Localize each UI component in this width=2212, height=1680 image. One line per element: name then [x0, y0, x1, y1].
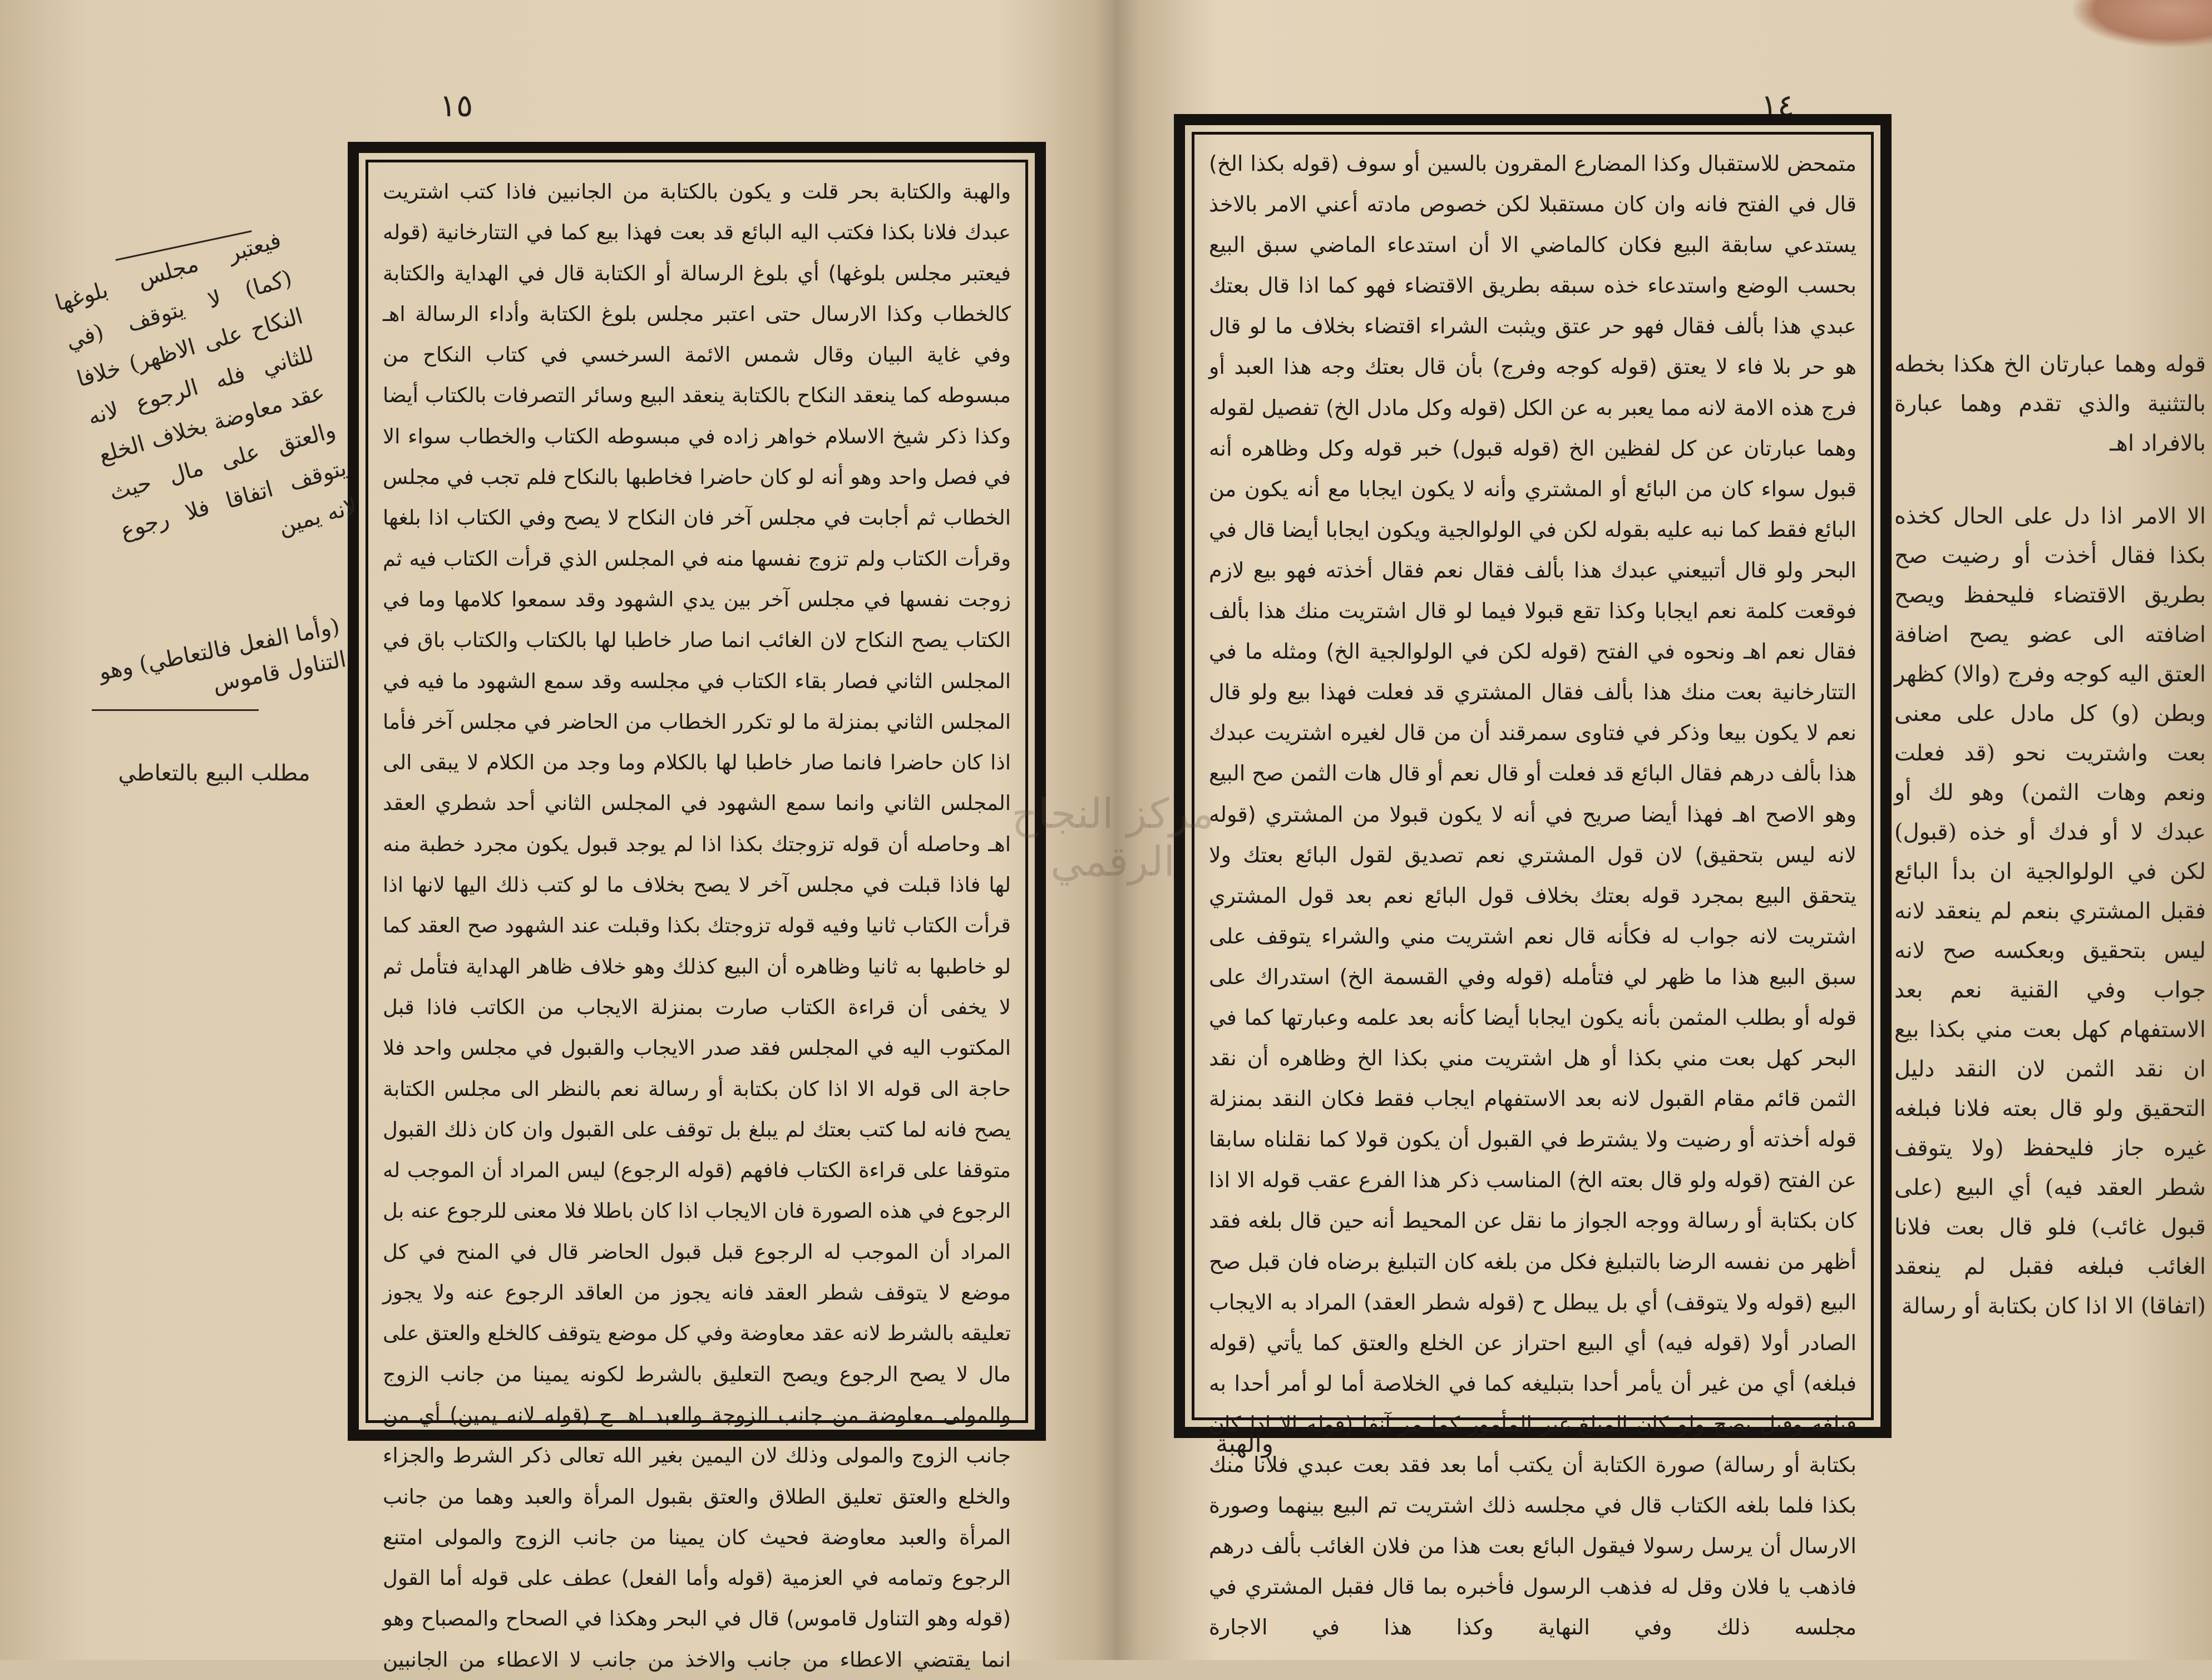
page-number-left: ١٥: [440, 88, 473, 124]
page-text-left: والهبة والكتابة بحر قلت و يكون بالكتابة من الجانبين فاذا كتب اشتريت عبدك فلانا بكذا فكتب اليه البائع قد بعت فهذا بيع كما في التتارخانية (قوله فيعتبر مجلس بلوغها) أي بلوغ الرسالة أو الكتابة قال في الهداية والكتابة كالخطاب وكذا الارسال حتى اعتبر مجلس بلوغ الكتابة وأداء الرسالة اهـ وفي غاية البيان وقال شمس الائمة السرخسي في كتاب النكاح من مبسوطه كما ينعقد النكاح بالكتابة ينعقد البيع وسائر التصرفات بالكتاب أيضا وكذا ذكر شيخ الاسلام خواهر زاده في مبسوطه الكتاب والخطاب سواء الا في فصل واحد وهو أنه لو كان حاضرا فخاطبها بالنكاح فلم تجب في مجلس الخطاب ثم أجابت في مجلس آخر فان النكاح لا يصح وفي الكتاب اذا بلغها وقرأت الكتاب ولم تزوج نفسها منه في المجلس الذي قرأت الكتاب فيه ثم زوجت نفسها في مجلس آخر بين يدي الشهود وقد سمعوا كلامها وما في الكتاب يصح النكاح لان الغائب انما صار خاطبا لها بالكتاب والكتاب باق في المجلس الثاني فصار بقاء الكتاب في مجلسه وقد سمع الشهود ما فيه في المجلس الثاني بمنزلة ما لو تكرر الخطاب من الحاضر في مجلس آخر فأما اذا كان حاضرا فانما صار خاطبا لها بالكلام وما وجد من الكلام لا يبقى الى المجلس الثاني وانما سمع الشهود في المجلس الثاني أحد شطري العقد اهـ وحاصله أن قوله تزوجتك بكذا اذا لم يوجد قبول يكون مجرد خطبة منه لها فاذا قبلت في مجلس آخر لا يصح بخلاف ما لو كتب ذلك اليها لانها اذا قرأت الكتاب ثانيا وفيه قوله تزوجتك بكذا وقبلت عند الشهود صح العقد كما لو خاطبها به ثانيا وظاهره أن البيع كذلك وهو خلاف ظاهر الهداية فتأمل ثم لا يخفى أن قراءة الكتاب صارت بمنزلة الايجاب من الكاتب فاذا قبل المكتوب اليه في المجلس فقد صدر الايجاب والقبول في مجلس واحد فلا حاجة الى قوله الا اذا كان بكتابة أو رسالة نعم بالنظر الى مجلس الكتابة يصح فانه لما كتب بعتك لم يبلغ بل توقف على القبول وان كان ذلك القبول متوقفا على قراءة الكتاب فافهم (قوله الرجوع) ليس المراد أن الموجب له الرجوع في هذه الصورة فان الايجاب اذا كان باطلا فلا معنى للرجوع عنه بل المراد أن الموجب له الرجوع قبل قبول الحاضر قال في المنح في كل موضع لا يتوقف شطر العقد فانه يجوز من العاقد الرجوع عنه ولا يجوز تعليقه بالشرط لانه عقد معاوضة وفي كل موضع يتوقف كالخلع والعتق على مال لا يصح الرجوع ويصح التعليق بالشرط لكونه يمينا من جانب الزوج والمولى معاوضة من جانب الزوجة والعبد اهـ ح (قوله لانه يمين) أي من جانب الزوج والمولى وذلك لان اليمين بغير الله تعالى ذكر الشرط والجزاء والخلع والعتق تعليق الطلاق والعتق بقبول المرأة والعبد وهما من جانب المرأة والعبد معاوضة فحيث كان يمينا من جانب الزوج والمولى امتنع الرجوع وتمامه في العزمية (قوله وأما الفعل) عطف على قوله أما القول (قوله وهو التناول قاموس) قال في البحر وهكذا في الصحاح والمصباح وهو انما يقتضي الاعطاء من جانب والاخذ من جانب لا الاعطاء من الجانبين: [383, 180, 1011, 1672]
margin-note-right-top: قوله وهما عبارتان الخ هكذا بخطه بالتثنية والذي تقدم وهما عبارة بالافراد اهـ: [1894, 352, 2206, 456]
text-frame-left: [348, 142, 1046, 1672]
page-number-right: ١٤: [1761, 88, 1795, 124]
library-watermark: مركز النجاح الرقمي: [1011, 790, 1214, 886]
margin-note-right-body: الا الامر اذا دل على الحال كخذه بكذا فقال أخذت أو رضيت صح بطريق الاقتضاء فليحفظ ويصح اضافته الى عضو يصح اضافة العتق اليه كوجه وفرج (والا) كظهر وبطن (و) كل مادل على معنى بعت واشتريت نحو (قد فعلت ونعم وهات الثمن) وهو لك أو عبدك لا أو فدك أو خذه (قبول) لكن في الولوالجية ان بدأ البائع فقبل المشتري بنعم لم ينعقد لانه ليس بتحقيق وبعكسه صح لانه جواب وفي القنية نعم بعد الاستفهام كهل بعت مني بكذا بيع ان نقد الثمن لان النقد دليل التحقيق ولو قال بعته فلانا فبلغه غيره جاز فليحفظ (ولا يتوقف شطر العقد فيه) أي البيع (على قبول غائب) فلو قال بعت فلانا الغائب فبلغه فقبل لم ينعقد (اتفاقا) الا اذا كان بكتابة أو رسالة: [1894, 503, 2206, 1319]
margin-rule-left-2: [92, 709, 259, 711]
text-frame-left-inner: [366, 160, 1028, 1672]
catchword: والهبة: [1216, 1430, 1274, 1458]
margin-note-left-bottom: مطلب البيع بالتعاطي: [118, 760, 310, 786]
margin-note-left-mid: (وأما الفعل فالتعاطي) وهو التناول قاموس: [96, 614, 348, 698]
margin-note-right: [1894, 345, 2206, 1326]
margin-note-gap: [1894, 463, 2206, 497]
page-text-right: متمحض للاستقبال وكذا المضارع المقرون بالسين أو سوف (قوله بكذا الخ) قال في الفتح فانه وان كان مستقبلا لكن خصوص مادته أعني الامر بالاخذ يستدعي سابقة البيع فكان كالماضي الا أن استدعاء الماضي سبق البيع بحسب الوضع واستدعاء خذه سبقه بطريق الاقتضاء فهو كما اذا قال بعتك عبدي هذا بألف فقال فهو حر عتق ويثبت الشراء اقتضاء بخلاف ما لو قال هو حر بلا فاء لا يعتق (قوله كوجه وفرج) بأن قال بعتك وجه هذا العبد أو فرج هذه الامة لانه مما يعبر به عن الكل (قوله وكل مادل الخ) تفصيل لقوله وهما عبارتان عن كل لفظين الخ (قوله قبول) خبر قوله وكل وظاهره أنه قبول سواء كان من البائع أو المشتري وأنه لا يكون ايجابا مع أنه يكون من البائع فقط كما نبه عليه بقوله لكن في الولوالجية ويكون ايجابا أيضا قال في البحر ولو قال أتبيعني عبدك هذا بألف فقال نعم فقال أخذته فهو بيع لازم فوقعت كلمة نعم ايجابا وكذا تقع قبولا فيما لو قال اشتريت منك هذا بألف فقال نعم اهـ ونحوه في الفتح (قوله لكن في الولوالجية الخ) ومثله ما في التتارخانية بعت منك هذا بألف فقال المشتري قد فعلت فهذا بيع ولو قال نعم لا يكون بيعا وذكر في فتاوى سمرقند أن من قال لغيره اشتريت عبدك هذا بألف درهم فقال البائع قد فعلت أو قال نعم أو قال هات الثمن صح البيع وهو الاصح اهـ فهذا أيضا صريح في أنه لا يكون قبولا من المشتري (قوله لانه ليس بتحقيق) لان قول المشتري نعم تصديق لقول البائع بعتك ولا يتحقق البيع بمجرد قوله بعتك بخلاف قول البائع نعم بعد قول المشتري اشتريت لانه جواب له فكأنه قال نعم اشتريت مني والشراء يتوقف على سبق البيع هذا ما ظهر لي فتأمله (قوله وفي القسمة الخ) استدراك على قوله أو بطلب المثمن بأنه يكون ايجابا أيضا كأنه بعد علمه وعبارتها كما في البحر كهل بعت مني بكذا أو هل اشتريت مني بكذا الخ وظاهره أن نقد الثمن قائم مقام القبول لانه بعد الاستفهام ايجاب فقط فكان النقد بمنزلة قوله أخذته أو رضيت ولا يشترط في القبول أن يكون قولا كما نقلناه سابقا عن الفتح (قوله ولو قال بعته الخ) المناسب ذكر هذا الفرع عقب قوله الا اذا كان بكتابة أو رسالة ووجه الجواز ما نقل عن المحيط أنه حين قال بلغه فقد أظهر من نفسه الرضا بالتبليغ فكل من بلغه كان التبليغ برضاه فان قبل صح البيع (قوله ولا يتوقف) أي بل يبطل ح (قوله شطر العقد) المراد به الايجاب الصادر أولا (قوله فيه) أي البيع احتراز عن الخلع والعتق كما يأتي (قوله فبلغه) أي من غير أن يأمر أحدا بتبليغه كما في الخلاصة أما لو أمر أحدا به فبلغه وقبل يصح ولو كان المبلغ غير المأمور كما مر آنفا (قوله الا اذا كان بكتابة أو رسالة) صورة الكتابة أن يكتب أما بعد فقد بعت عبدي فلانا منك بكذا فلما بلغه الكتاب قال في مجلسه ذلك اشتريت تم البيع بينهما وصورة الارسال أن يرسل رسولا فيقول البائع بعت هذا من فلان الغائب بألف درهم فاذهب يا فلان وقل له فذهب الرسول فأخبره بما قال فقبل المشتري في مجلسه ذلك وفي النهاية وكذا هذا في الاجارة: [1209, 151, 1857, 1640]
margin-note-left-top: فيعتبر مجلس بلوغها (كما) لا يتوقف (في النكاح على الاظهر) خلافا للثاني فله الرجوع لانه عقد معاوضة بخلاف الخلع والعتق على مال حيث يتوقف اتفاقا فلا رجوع لانه يمين: [52, 227, 361, 545]
finger-at-corner: [2073, 0, 2212, 47]
